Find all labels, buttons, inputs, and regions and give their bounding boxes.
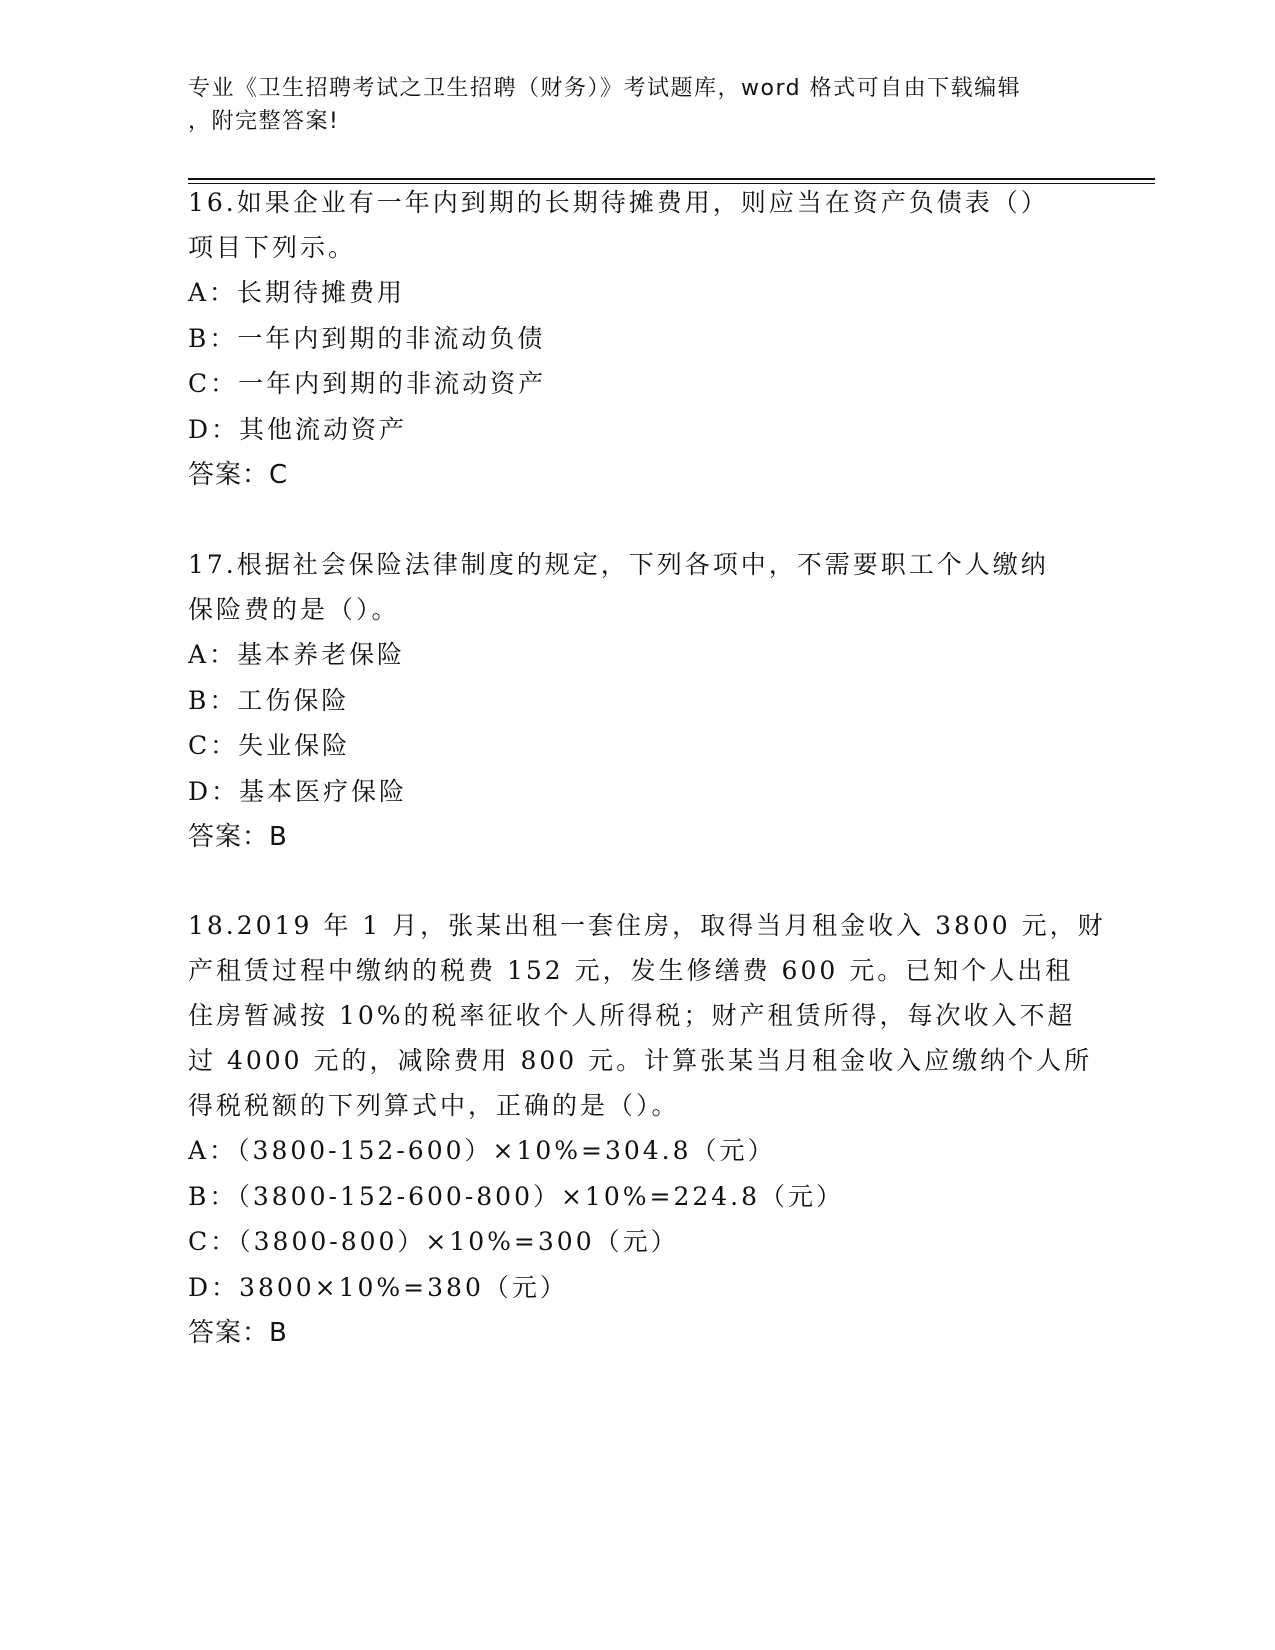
question-17-option-b: B：工伤保险 [188, 685, 350, 715]
question-18-line-2: 产租赁过程中缴纳的税费 152 元，发生修缮费 600 元。已知个人出租 [188, 956, 1074, 985]
question-16-option-c: C：一年内到期的非流动资产 [188, 369, 547, 398]
question-18-line-3: 住房暂减按 10%的税率征收个人所得税；财产租赁所得，每次收入不超 [188, 1001, 1076, 1030]
question-17-option-a: A：基本养老保险 [188, 640, 406, 669]
question-18-answer: 答案：B [188, 1318, 288, 1348]
question-18-line-5: 得税税额的下列算式中，正确的是（）。 [188, 1091, 680, 1120]
question-18-option-a: A：（3800-152-600）×10%=304.8（元） [188, 1136, 776, 1165]
question-16-answer: 答案：C [188, 460, 289, 490]
question-18-option-c: C：（3800-800）×10%=300（元） [188, 1227, 679, 1256]
question-18 [188, 903, 1106, 1356]
question-18-line-1: 18.2019 年 1 月，张某出租一套住房，取得当月租金收入 3800 元，财 [188, 911, 1106, 940]
question-17 [188, 542, 1088, 860]
question-18-option-d: D：3800×10%=380（元） [188, 1272, 568, 1302]
document-header [188, 72, 1088, 138]
question-17-option-c: C：失业保险 [188, 731, 351, 760]
header-line-1: 专业《卫生招聘考试之卫生招聘（财务）》考试题库，word 格式可自由下载编辑 [188, 76, 1022, 101]
question-18-line-4: 过 4000 元的，减除费用 800 元。计算张某当月租金收入应缴纳个人所 [188, 1046, 1093, 1075]
question-16 [188, 180, 1088, 498]
question-16-option-a: A：长期待摊费用 [188, 278, 406, 307]
question-16-option-d: D：其他流动资产 [188, 414, 408, 444]
question-18-option-b: B：（3800-152-600-800）×10%=224.8（元） [188, 1181, 845, 1211]
header-line-2: ，附完整答案! [188, 109, 340, 134]
question-16-line-1: 16.如果企业有一年内到期的长期待摊费用，则应当在资产负债表（） [188, 188, 1049, 217]
question-16-option-b: B：一年内到期的非流动负债 [188, 323, 546, 353]
question-17-line-2: 保险费的是（）。 [188, 595, 400, 624]
question-17-option-d: D：基本医疗保险 [188, 776, 408, 806]
question-17-line-1: 17.根据社会保险法律制度的规定，下列各项中，不需要职工个人缴纳 [188, 550, 1049, 579]
question-16-line-2: 项目下列示。 [188, 233, 357, 262]
question-17-answer: 答案：B [188, 822, 288, 852]
